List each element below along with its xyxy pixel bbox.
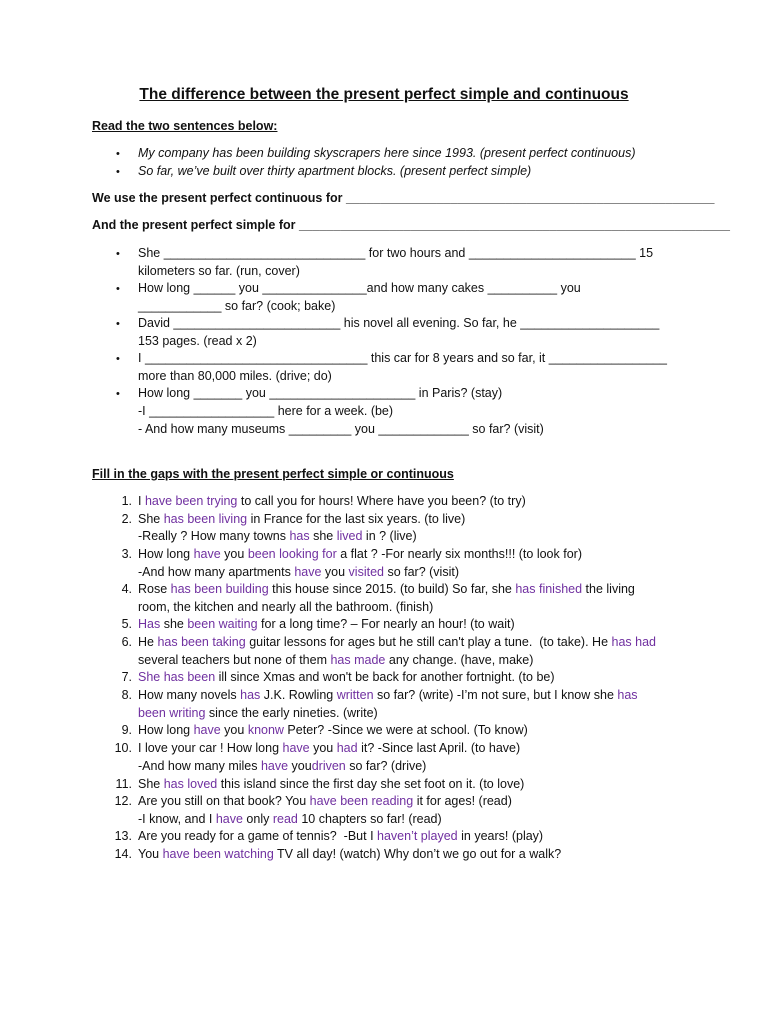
sentence-text: a flat ? -For nearly six months!!! (to look for)	[336, 547, 582, 561]
sentence-text: room, the kitchen and nearly all the bathroom. (finish)	[138, 600, 434, 614]
bullet: •	[116, 148, 120, 160]
sentence-text: He	[138, 635, 158, 649]
item-number: 13.	[114, 829, 132, 843]
example-sentence: My company has been building skyscrapers here since 1993. (present perfect continuous)	[138, 146, 636, 160]
bullet: •	[116, 318, 120, 330]
answer-line	[138, 828, 543, 845]
sentence-text: so far? (visit)	[383, 565, 459, 579]
answer-verb: has	[617, 688, 638, 702]
sentence-text: the living	[582, 582, 635, 596]
sentence-text: she	[309, 529, 337, 543]
gap-item-line: She _____________________________ for two hours and ________________________ 15	[138, 246, 654, 260]
gap-item-line: David ________________________ his novel all evening. So far, he ____________________	[138, 316, 660, 330]
bullet: •	[116, 248, 120, 260]
item-number: 14.	[114, 847, 132, 861]
sentence-text: Are you still on that book? You	[138, 794, 310, 808]
gap-item-line: I ________________________________ this car for 8 years and so far, it _________________	[138, 351, 667, 365]
sentence-text: it for ages! (read)	[413, 794, 512, 808]
example-sentence: So far, we’ve built over thirty apartment blocks. (present perfect simple)	[138, 164, 532, 178]
sentence-text: for a long time? – For nearly an hour! (to wait)	[257, 617, 515, 631]
sentence-text: I	[138, 494, 145, 508]
item-number: 4.	[121, 582, 132, 596]
bullet: •	[116, 283, 120, 295]
sentence-text: to call you for hours! Where have you been? (to try)	[237, 494, 526, 508]
item-number: 6.	[121, 635, 132, 649]
sentence-text: in France for the last six years. (to live)	[247, 512, 466, 526]
sentence-text: Rose	[138, 582, 171, 596]
item-number: 1.	[121, 494, 132, 508]
sentence-text: -I know, and I	[138, 812, 216, 826]
sentence-text: this island since the first day she set foot on it. (to love)	[217, 777, 525, 791]
answer-verb: been looking for	[247, 547, 337, 561]
gap-item-line: ____________ so far? (cook; bake)	[138, 299, 336, 313]
gap-item-line: kilometers so far. (run, cover)	[138, 264, 300, 278]
answer-verb: have	[282, 741, 310, 755]
item-number: 3.	[121, 547, 132, 561]
sentence-text: this house since 2015. (to build) So far, she	[268, 582, 516, 596]
sentence-text: you	[321, 565, 349, 579]
item-number: 8.	[121, 688, 132, 702]
item-number: 11.	[115, 777, 132, 791]
sentence-text: Are you ready for a game of tennis? -But I	[138, 829, 378, 843]
sentence-text: I love your car ! How long	[138, 741, 283, 755]
answer-verb: lived	[336, 529, 363, 543]
sentence-text: She	[138, 777, 164, 791]
gap-item-line: How long ______ you _______________and how many cakes __________ you	[138, 281, 581, 295]
sentence-text: 10 chapters so far! (read)	[297, 812, 442, 826]
answer-line	[138, 564, 459, 581]
bullet: •	[116, 388, 120, 400]
fill-heading: Fill in the gaps with the present perfect simple or continuous	[92, 467, 454, 481]
answer-verb: have been reading	[309, 794, 414, 808]
answer-verb: She has been	[138, 670, 216, 684]
sentence-text: You	[138, 847, 163, 861]
answer-verb: have	[215, 812, 243, 826]
answer-verb: been writing	[138, 706, 206, 720]
sentence-text: in ? (live)	[362, 529, 417, 543]
sentence-text: you	[288, 759, 312, 773]
gap-item-line: more than 80,000 miles. (drive; do)	[138, 369, 332, 383]
answer-line	[138, 652, 533, 669]
answer-line	[138, 740, 520, 757]
item-number: 5.	[121, 617, 132, 631]
sentence-text: J.K. Rowling	[260, 688, 337, 702]
gap-item-line: - And how many museums _________ you _____________ so far? (visit)	[138, 422, 544, 436]
answer-line	[138, 776, 524, 793]
answer-verb: has been building	[170, 582, 269, 596]
sentence-text: How long	[138, 723, 194, 737]
sentence-text: several teachers but none of them	[138, 653, 331, 667]
gap-item-line: How long _______ you _____________________ in Paris? (stay)	[138, 386, 503, 400]
answer-verb: Has	[138, 617, 161, 631]
sentence-text: How long	[138, 547, 194, 561]
answer-line	[138, 758, 426, 775]
answer-verb: has been taking	[157, 635, 246, 649]
sentence-text: you	[309, 741, 337, 755]
answer-verb: has been living	[163, 512, 248, 526]
answer-line	[138, 634, 656, 651]
answer-line	[138, 528, 417, 545]
sentence-text: -And how many miles	[138, 759, 261, 773]
sentence-text: you	[220, 723, 248, 737]
answer-verb: have	[294, 565, 322, 579]
bullet: •	[116, 166, 120, 178]
answer-line	[138, 846, 561, 863]
sentence-text: so far? (write) -I’m not sure, but I know she	[373, 688, 618, 702]
answer-verb: driven	[311, 759, 346, 773]
answer-verb: has	[240, 688, 261, 702]
answer-verb: has had	[611, 635, 656, 649]
answer-line	[138, 722, 528, 739]
rule-simple: And the present perfect simple for ______________________________________________________________	[92, 218, 731, 232]
answer-line	[138, 493, 526, 510]
sentence-text: Peter? -Since we were at school. (To know)	[283, 723, 528, 737]
answer-verb: been waiting	[187, 617, 258, 631]
rule-continuous: We use the present perfect continuous for _____________________________________________________	[92, 191, 715, 205]
answer-verb: have	[260, 759, 289, 773]
item-number: 2.	[121, 512, 132, 526]
answer-verb: haven’t played	[377, 829, 458, 843]
sentence-text: -Really ? How many towns	[138, 529, 290, 543]
sentence-text: so far? (drive)	[345, 759, 427, 773]
sentence-text: ill since Xmas and won't be back for another fortnight. (to be)	[215, 670, 555, 684]
answer-verb: read	[272, 812, 298, 826]
answer-line	[138, 599, 433, 616]
sentence-text: guitar lessons for ages but he still can't play a tune. (to take). He	[245, 635, 612, 649]
answer-line	[138, 511, 465, 528]
answer-verb: has finished	[515, 582, 583, 596]
answer-verb: have been trying	[144, 494, 238, 508]
answer-verb: has loved	[163, 777, 218, 791]
answer-line	[138, 687, 638, 704]
answer-verb: written	[336, 688, 374, 702]
answer-verb: had	[336, 741, 358, 755]
sentence-text: since the early nineties. (write)	[205, 706, 378, 720]
answer-line	[138, 669, 555, 686]
sentence-text: How many novels	[138, 688, 241, 702]
gap-item-line: 153 pages. (read x 2)	[138, 334, 257, 348]
answer-verb: has	[289, 529, 310, 543]
answer-line	[138, 705, 378, 722]
answer-verb: has made	[330, 653, 386, 667]
sentence-text: TV all day! (watch) Why don’t we go out for a walk?	[273, 847, 562, 861]
answer-verb: have been watching	[162, 847, 274, 861]
sentence-text: it? -Since last April. (to have)	[357, 741, 521, 755]
answer-verb: visited	[348, 565, 384, 579]
answer-verb: knonw	[247, 723, 284, 737]
answer-line	[138, 616, 515, 633]
answer-line	[138, 546, 582, 563]
sentence-text: in years! (play)	[457, 829, 544, 843]
answer-line	[138, 811, 442, 828]
intro-heading: Read the two sentences below:	[92, 119, 278, 133]
answer-verb: have	[193, 723, 221, 737]
sentence-text: only	[242, 812, 273, 826]
sentence-text: she	[160, 617, 188, 631]
item-number: 10.	[114, 741, 132, 755]
sentence-text: She	[138, 512, 164, 526]
bullet: •	[116, 353, 120, 365]
page-title: The difference between the present perfect simple and continuous	[139, 86, 629, 103]
answer-verb: have	[193, 547, 221, 561]
answer-line	[138, 793, 512, 810]
item-number: 7.	[121, 670, 132, 684]
answer-line	[138, 581, 635, 598]
gap-item-line: -I __________________ here for a week. (be)	[138, 404, 394, 418]
sentence-text: you	[220, 547, 248, 561]
item-number: 12.	[114, 794, 132, 808]
sentence-text: any change. (have, make)	[385, 653, 534, 667]
item-number: 9.	[121, 723, 132, 737]
sentence-text: -And how many apartments	[138, 565, 295, 579]
